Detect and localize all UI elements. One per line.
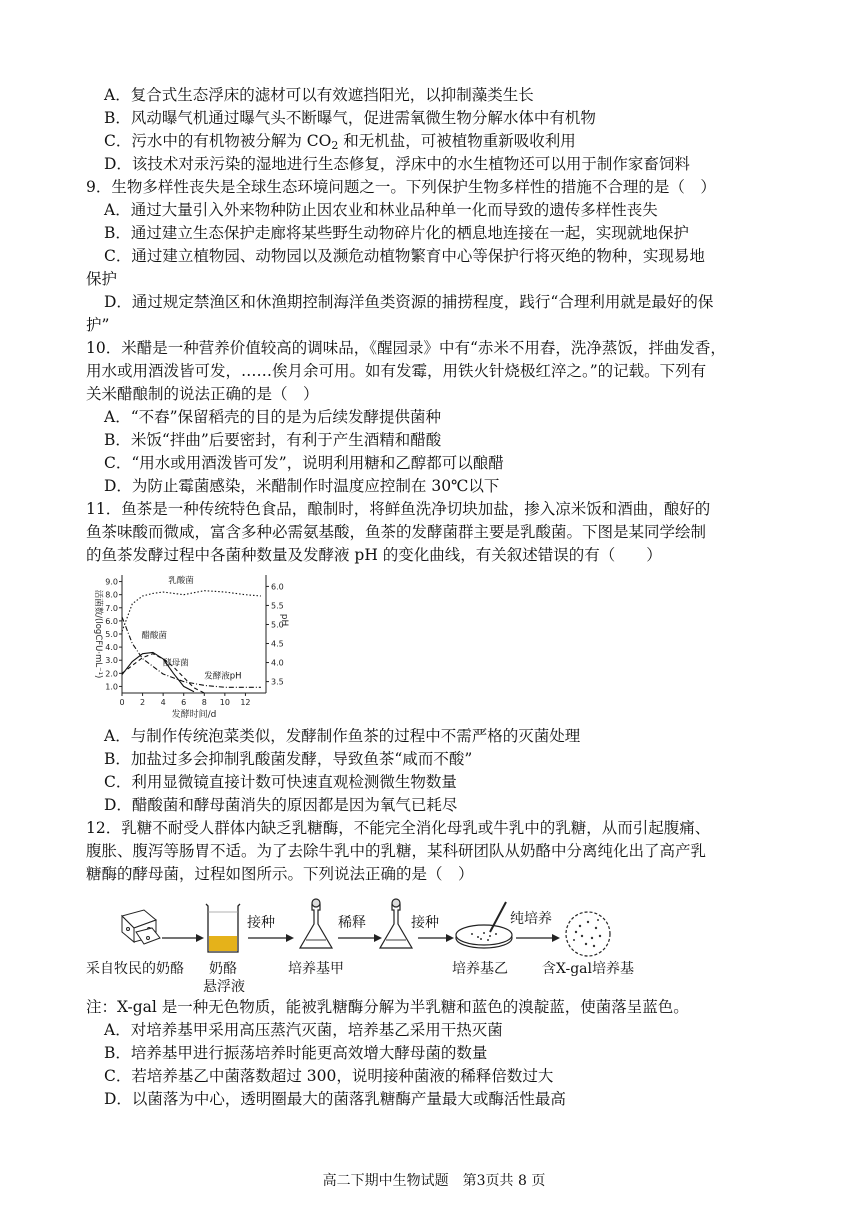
q9-option-d-line2: 护”: [86, 316, 110, 334]
arrow-5-head: [552, 934, 560, 942]
q10-option-b: B．米饭“拌曲”后要密封，有利于产生酒精和醋酸: [104, 431, 442, 449]
q10-stem-line2: 用水或用酒泼皆可发，……俟月余可用。如有发霉，用铁火针烧极红淬之。”的记载。下列有: [86, 362, 707, 380]
y-tick-label: 5.0: [105, 630, 118, 639]
q10-option-c: C．“用水或用酒泼皆可发”，说明利用糖和乙醇都可以酿醋: [104, 454, 504, 472]
arrow-2-head: [286, 934, 294, 942]
y2-tick-label: 4.0: [271, 658, 284, 668]
x-tick-label: 10: [219, 698, 230, 707]
q12-option-a: A．对培养基甲采用高压蒸汽灭菌，培养基乙采用干热灭菌: [104, 1021, 503, 1039]
y2-axis-label: pH: [279, 613, 289, 627]
step-label-inoculate-2: 接种: [411, 915, 439, 931]
q8-option-a: A．复合式生态浮床的滤材可以有效遮挡阳光，以抑制藻类生长: [104, 86, 534, 104]
q12-option-d: D．以菌落为中心，透明圈最大的菌落乳糖酶产量最大或酶活性最高: [104, 1090, 566, 1108]
cheese-icon: [122, 910, 160, 944]
fermentation-chart: [86, 565, 289, 725]
q10-stem-line3: 关米醋酿制的说法正确的是（ ）: [86, 385, 319, 403]
q10-stem-line1: 10．米醋是一种营养价值较高的调味品，《醒园录》中有“赤米不用舂，洗净蒸饭，拌曲发香，: [86, 339, 726, 357]
x-tick-label: 12: [240, 698, 251, 707]
q8-option-c-sub: 2: [331, 139, 339, 152]
q10-option-a: A．“不舂”保留稻壳的目的是为后续发酵提供菌种: [104, 408, 442, 426]
q12-option-b: B．培养基甲进行振荡培养时能更高效增大酵母菌的数量: [104, 1044, 488, 1062]
q11-option-d: D．醋酸菌和酵母菌消失的原因都是因为氧气已耗尽: [104, 796, 458, 814]
beaker-icon: [206, 904, 240, 952]
q12-option-c: C．若培养基乙中菌落数超过 300，说明接种菌液的稀释倍数过大: [104, 1067, 554, 1085]
series-label-1: 醋酸菌: [141, 630, 168, 641]
step-label-inoculate-1: 接种: [247, 915, 275, 931]
flask-icon-2: [380, 899, 412, 948]
q9-option-b: B．通过建立生态保护走廊将某些野生动物碎片化的栖息地连接在一起，实现就地保护: [104, 224, 689, 242]
q8-option-c-pre: C．污水中的有机物被分解为 CO: [104, 132, 332, 150]
y2-tick-label: 3.5: [271, 677, 284, 687]
q11-stem-line2: 鱼茶味酸而微咸，富含多种必需氨基酸，鱼茶的发酵菌群主要是乳酸菌。下图是某同学绘制: [86, 523, 707, 541]
y2-tick-label: 5.5: [271, 601, 284, 611]
petri-dish-icon-2: [566, 912, 610, 956]
series-label-2: 酵母菌: [163, 658, 189, 669]
y2-tick-label: 6.0: [271, 582, 284, 592]
q9-option-d-line1: D．通过规定禁渔区和休渔期控制海洋鱼类资源的捕捞程度，践行“合理利用就是最好的保: [104, 293, 714, 311]
x-tick-label: 2: [140, 698, 146, 707]
y2-tick-label: 4.5: [271, 639, 284, 649]
q12-note: 注：X-gal 是一种无色物质，能被乳糖酶分解为半乳糖和蓝色的溴靛蓝，使菌落呈蓝色。: [86, 998, 689, 1016]
y-tick-label: 3.0: [105, 656, 118, 666]
x-tick-label: 6: [181, 698, 187, 707]
q8-option-b: B．风动曝气机通过曝气头不断曝气，促进需氧微生物分解水体中有机物: [104, 109, 596, 127]
series-line-0: [122, 591, 261, 632]
x-tick-label: 4: [160, 698, 166, 707]
arrow-3-head: [374, 934, 382, 942]
process-drawing: [86, 898, 686, 958]
label-suspension-line1: 奶酪: [209, 961, 237, 977]
q9-option-c-line1: C．通过建立植物园、动物园以及濒危动植物繁育中心等保护行将灭绝的物种，实现易地: [104, 247, 705, 265]
q12-stem-line3: 糖酶的酵母菌，过程如图所示。下列说法正确的是（ ）: [86, 865, 474, 883]
petri-dish-icon-1: [456, 902, 512, 948]
y-tick-label: 6.0: [105, 616, 118, 626]
series-label-0: 乳酸菌: [168, 575, 194, 586]
label-cheese: 采自牧民的奶酪: [86, 961, 184, 977]
process-diagram: [86, 898, 686, 995]
q9-stem: 9．生物多样性丧失是全球生态环境问题之一。下列保护生物多样性的措施不合理的是（ ）: [86, 178, 716, 196]
y2-tick-label: 5.0: [271, 620, 284, 630]
label-medium-a: 培养基甲: [288, 961, 344, 977]
y-tick-label: 7.0: [105, 603, 118, 613]
y-tick-label: 1.0: [105, 682, 118, 692]
q8-option-c-post: 和无机盐，可被植物重新吸收利用: [338, 132, 576, 150]
page-footer: 高二下期中生物试题 第3页共 8 页: [322, 1173, 546, 1189]
arrow-1-head: [196, 934, 204, 942]
y-tick-label: 4.0: [105, 643, 118, 653]
y-tick-label: 8.0: [105, 590, 118, 600]
x-tick-label: 8: [201, 698, 207, 707]
label-xgal-medium: 含X-gal培养基: [542, 961, 634, 977]
label-medium-b: 培养基乙: [452, 961, 508, 977]
y-tick-label: 9.0: [105, 577, 118, 587]
q10-option-d: D．为防止霉菌感染，米醋制作时温度应控制在 30℃以下: [104, 477, 500, 495]
q11-stem-line1: 11．鱼茶是一种传统特色食品，酿制时，将鲜鱼洗净切块加盐，掺入凉米饭和酒曲，酿好的: [86, 500, 711, 518]
x-axis-label: 发酵时间/d: [171, 710, 217, 720]
label-suspension-line2: 悬浮液: [203, 979, 245, 995]
q11-option-c: C．利用显微镜直接计数可快速直观检测微生物数量: [104, 773, 457, 791]
step-label-dilute: 稀释: [338, 915, 366, 931]
y-tick-label: 2.0: [105, 669, 118, 679]
arrow-4-head: [446, 934, 454, 942]
y-axis-label: 活菌数/(logCFU·mL⁻¹): [93, 589, 103, 679]
q11-option-a: A．与制作传统泡菜类似，发酵制作鱼茶的过程中不需严格的灭菌处理: [104, 727, 581, 745]
q11-option-b: B．加盐过多会抑制乳酸菌发酵，导致鱼茶“咸而不酸”: [104, 750, 473, 768]
series-label-3: 发酵液pH: [204, 671, 242, 682]
q12-stem-line2: 腹胀、腹泻等肠胃不适。为了去除牛乳中的乳糖，某科研团队从奶酪中分离纯化出了高产乳: [86, 842, 707, 860]
step-label-pure-culture: 纯培养: [510, 911, 552, 927]
q9-option-a: A．通过大量引入外来物种防止因农业和林业品种单一化而导致的遗传多样性丧失: [104, 201, 658, 219]
q8-option-d: D．该技术对汞污染的湿地进行生态修复，浮床中的水生植物还可以用于制作家畜饲料: [104, 155, 690, 173]
q9-option-c-line2: 保护: [86, 270, 118, 288]
q12-stem-line1: 12．乳糖不耐受人群体内缺乏乳糖酶，不能完全消化母乳或牛乳中的乳糖，从而引起腹痛、: [86, 819, 711, 837]
x-tick-label: 0: [119, 698, 125, 707]
flask-icon-1: [300, 899, 332, 948]
q11-stem-line3: 的鱼茶发酵过程中各菌种数量及发酵液 pH 的变化曲线，有关叙述错误的有（ ）: [86, 546, 662, 564]
